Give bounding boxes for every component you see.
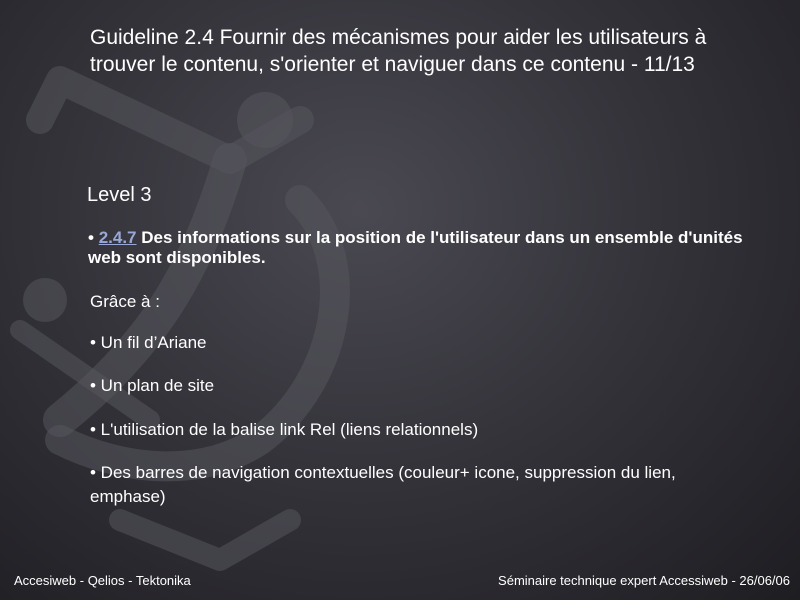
list-item-fil-ariane: • Un fil d’Ariane [90, 333, 207, 352]
level-heading: Level 3 [87, 184, 152, 206]
list-item-link-rel: • L'utilisation de la balise link Rel (liens relationnels) [90, 420, 479, 439]
criterion-link-2-4-7[interactable]: 2.4.7 [98, 228, 137, 247]
list-item-barres-navigation: • Des barres de navigation contextuelles (couleur+ icone, suppression du lien, emphase) [90, 463, 676, 506]
footer-right: Séminaire technique expert Accessiweb - 26/06/06 [498, 573, 790, 588]
criterion-text: Des informations sur la position de l'utilisateur dans un ensemble d'unités web sont disponibles. [88, 228, 743, 267]
grace-label: Grâce à : [90, 292, 160, 311]
footer-left: Accesiweb - Qelios - Tektonika [14, 573, 191, 588]
slide-title: Guideline 2.4 Fournir des mécanismes pour aider les utilisateurs à trouver le contenu, s'orienter et naviguer dans ce contenu - 11/13 [90, 26, 707, 76]
criterion-bullet-marker: • [88, 228, 99, 247]
criterion-bullet [88, 228, 748, 268]
list-item-plan-site: • Un plan de site [90, 376, 215, 395]
